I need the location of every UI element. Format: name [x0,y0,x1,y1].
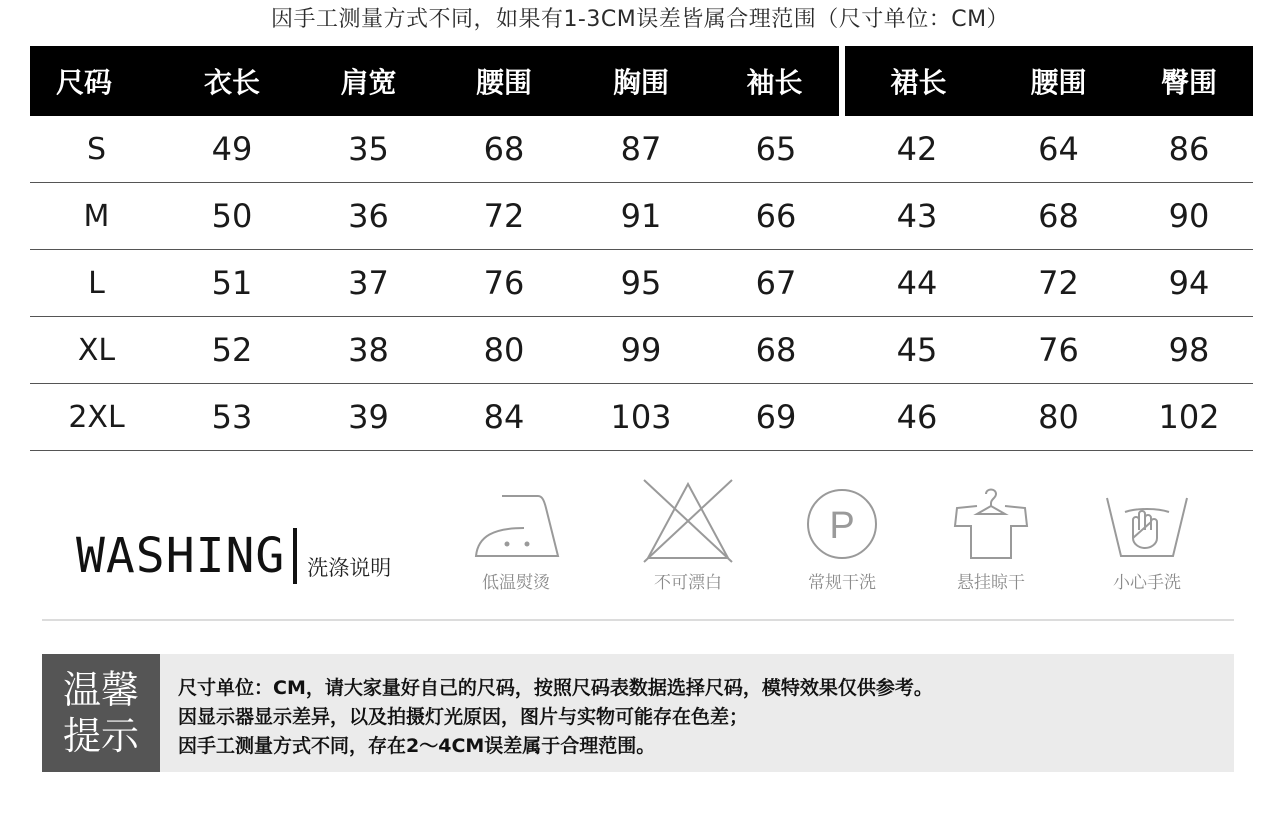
section-divider [42,619,1234,621]
care-item-hang [921,478,1061,593]
header-shoulder: 肩宽 [301,46,436,116]
table-cell: 68 [710,317,842,384]
table-cell: 72 [992,250,1125,317]
table-row [30,317,1253,384]
washing-divider [293,528,297,584]
table-cell: 2XL [30,384,163,451]
size-chart-table [30,46,1253,451]
tips-badge-line2: 提示 [62,714,139,758]
table-cell: 84 [436,384,572,451]
table-cell: 35 [301,116,436,183]
table-cell: 90 [1125,183,1253,250]
table-cell: 45 [842,317,992,384]
table-cell: 68 [436,116,572,183]
care-item-bleach [618,478,758,593]
care-item-dryclean [772,478,912,593]
table-cell: 52 [163,317,301,384]
washing-heading [76,528,391,584]
tips-badge [42,654,160,772]
table-cell: 94 [1125,250,1253,317]
care-item-iron [446,478,586,593]
care-label: 常规干洗 [808,573,876,593]
table-cell: 36 [301,183,436,250]
table-cell: 53 [163,384,301,451]
dry-clean-symbol: P [829,505,855,547]
hand-wash-icon [1097,478,1197,564]
tip-line: 尺寸单位：CM，请大家量好自己的尺码，按照尺码表数据选择尺码，模特效果仅供参考。 [178,677,933,699]
dry-clean-p-icon [792,478,892,564]
care-label: 悬挂晾干 [957,573,1025,593]
table-row [30,384,1253,451]
no-bleach-icon [638,478,738,564]
tips-text [178,674,933,761]
table-cell: 64 [992,116,1125,183]
care-label: 不可漂白 [654,573,722,593]
table-header-row [30,46,1253,116]
table-cell: 91 [572,183,710,250]
header-length: 衣长 [163,46,301,116]
table-cell: 49 [163,116,301,183]
table-cell: 103 [572,384,710,451]
table-cell: S [30,116,163,183]
care-item-handwash [1077,478,1217,593]
table-cell: 65 [710,116,842,183]
table-cell: 95 [572,250,710,317]
tip-line: 因手工测量方式不同，存在2～4CM误差属于合理范围。 [178,735,656,757]
measurement-note: 因手工测量方式不同，如果有1-3CM误差皆属合理范围（尺寸单位：CM） [270,7,1010,32]
table-cell: 46 [842,384,992,451]
washing-title: WASHING [76,528,286,584]
table-cell: 87 [572,116,710,183]
table-cell: 39 [301,384,436,451]
table-cell: 102 [1125,384,1253,451]
table-cell: 43 [842,183,992,250]
care-label: 低温熨烫 [482,573,550,593]
table-cell: 69 [710,384,842,451]
tip-line: 因显示器显示差异，以及拍摄灯光原因，图片与实物可能存在色差； [178,706,749,728]
care-label: 小心手洗 [1113,573,1181,593]
table-row [30,183,1253,250]
table-cell: 66 [710,183,842,250]
table-cell: 42 [842,116,992,183]
table-cell: 37 [301,250,436,317]
header-bust: 胸围 [572,46,710,116]
header-skirt-waist: 腰围 [992,46,1125,116]
table-row [30,250,1253,317]
table-cell: M [30,183,163,250]
table-cell: 72 [436,183,572,250]
tips-box [42,654,1234,772]
hang-dry-icon [941,478,1041,564]
table-cell: 86 [1125,116,1253,183]
table-cell: L [30,250,163,317]
header-waist: 腰围 [436,46,572,116]
table-cell: 51 [163,250,301,317]
tips-badge-line1: 温馨 [62,668,139,712]
table-cell: 99 [572,317,710,384]
table-row [30,116,1253,183]
table-cell: 67 [710,250,842,317]
low-temp-iron-icon [466,478,566,564]
table-cell: 80 [436,317,572,384]
header-skirt-length: 裙长 [842,46,992,116]
table-cell: XL [30,317,163,384]
table-cell: 76 [436,250,572,317]
header-size: 尺码 [30,46,163,116]
table-cell: 50 [163,183,301,250]
header-sleeve: 袖长 [710,46,842,116]
table-cell: 76 [992,317,1125,384]
table-cell: 44 [842,250,992,317]
table-cell: 38 [301,317,436,384]
table-cell: 80 [992,384,1125,451]
table-cell: 68 [992,183,1125,250]
washing-subtitle: 洗涤说明 [307,556,392,580]
header-hip: 臀围 [1125,46,1253,116]
table-cell: 98 [1125,317,1253,384]
